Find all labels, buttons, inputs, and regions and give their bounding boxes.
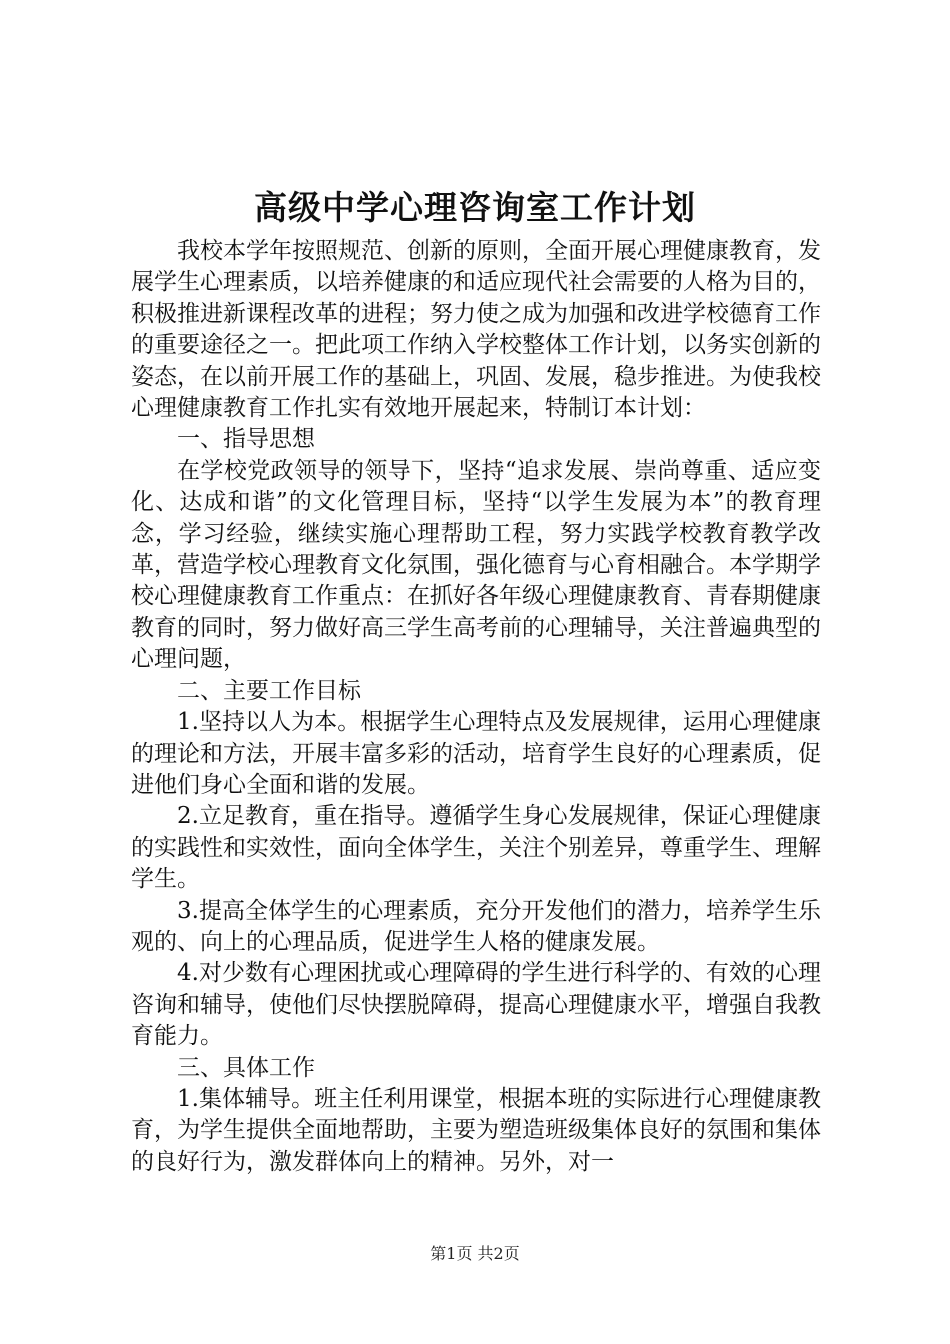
section-heading-specific-work: 三、具体工作 bbox=[177, 1054, 315, 1081]
document-body bbox=[131, 236, 821, 1178]
paragraph-guiding-thought: 在学校党政领导的领导下，坚持“追求发展、崇尚尊重、适应变化、达成和谐”的文化管理目标，坚持“以学生发展为本”的教育理念，学习经验，继续实施心理帮助工程，努力实践学校教育教学改革，营造学校心理教育文化氛围，强化德育与心育相融合。本学期学校心理健康教育工作重点：在抓好各年级心理健康教育、青春期健康教育的同时，努力做好高三学生高考前的心理辅导，关注普遍典型的心理问题， bbox=[131, 457, 821, 673]
paragraph-goal-1: 1.坚持以人为本。根据学生心理特点及发展规律，运用心理健康的理论和方法，开展丰富多彩的活动，培育学生良好的心理素质，促进他们身心全面和谐的发展。 bbox=[131, 709, 821, 798]
section-heading-guiding-thought: 一、指导思想 bbox=[177, 426, 315, 453]
page-number-footer: 第1页 共2页 bbox=[430, 1244, 520, 1263]
document-title: 高级中学心理咨询室工作计划 bbox=[254, 188, 696, 227]
paragraph-intro: 我校本学年按照规范、创新的原则，全面开展心理健康教育，发展学生心理素质，以培养健康的和适应现代社会需要的人格为目的，积极推进新课程改革的进程；努力使之成为加强和改进学校德育工作的重要途径之一。把此项工作纳入学校整体工作计划，以务实创新的姿态，在以前开展工作的基础上，巩固、发展，稳步推进。为使我校心理健康教育工作扎实有效地开展起来，特制订本计划： bbox=[131, 238, 821, 422]
paragraph-goal-2: 2.立足教育，重在指导。遵循学生身心发展规律，保证心理健康的实践性和实效性，面向全体学生，关注个别差异，尊重学生、理解学生。 bbox=[131, 803, 821, 893]
paragraph-work-1: 1.集体辅导。班主任利用课堂，根据本班的实际进行心理健康教育，为学生提供全面地帮助，主要为塑造班级集体良好的氛围和集体的良好行为，激发群体向上的精神。另外，对一 bbox=[131, 1085, 821, 1175]
paragraph-goal-3: 3.提高全体学生的心理素质，充分开发他们的潜力，培养学生乐观的、向上的心理品质，促进学生人格的健康发展。 bbox=[131, 897, 821, 955]
paragraph-goal-4: 4.对少数有心理困扰或心理障碍的学生进行科学的、有效的心理咨询和辅导，使他们尽快摆脱障碍，提高心理健康水平，增强自我教育能力。 bbox=[131, 960, 821, 1050]
section-heading-main-goals: 二、主要工作目标 bbox=[177, 677, 361, 704]
